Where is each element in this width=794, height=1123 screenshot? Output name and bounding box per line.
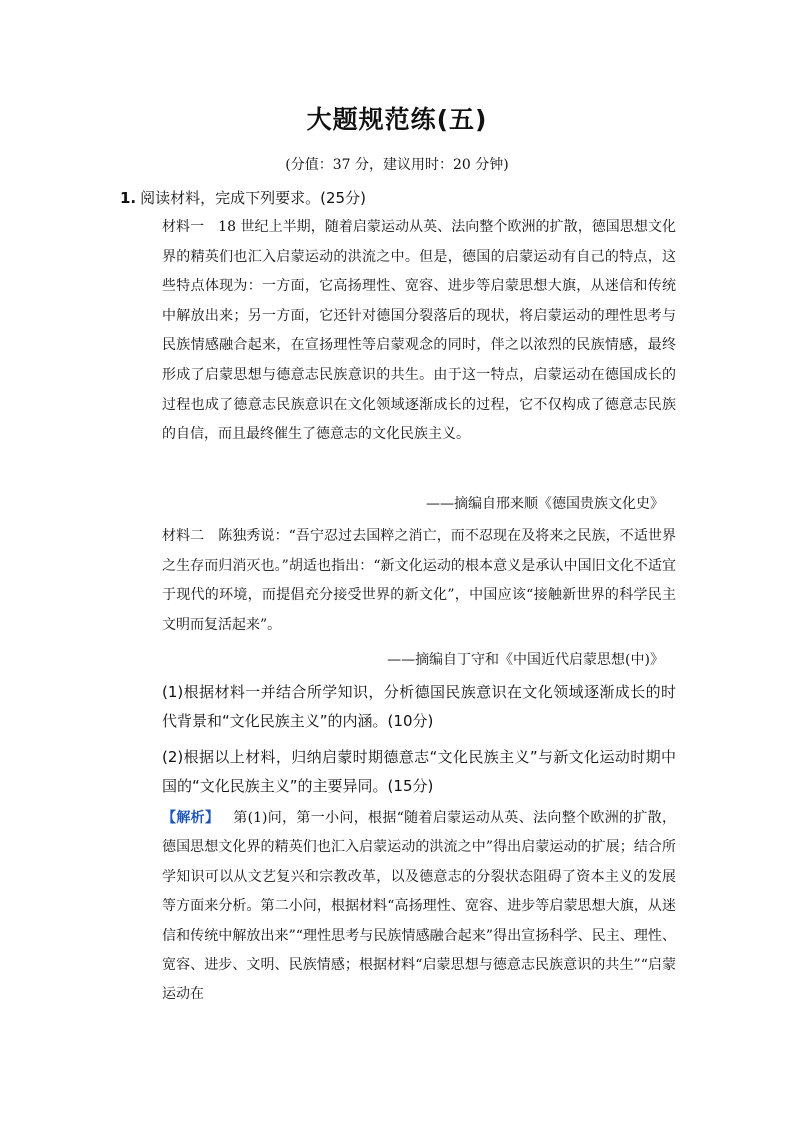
- material-two-source: ——摘编自丁守和《中国近代启蒙思想(中)》: [387, 652, 664, 668]
- page-title: 大题规范练(五): [306, 105, 488, 134]
- material-two: [162, 522, 676, 640]
- question-heading: [120, 184, 366, 212]
- material-one-source: ——摘编自邢来顺《德国贵族文化史》: [426, 496, 664, 512]
- sub-question-1: (1)根据材料一并结合所学知识，分析德国民族意识在文化领域逐渐成长的时代背景和“文化民族主义”的内涵。(10分): [162, 683, 676, 730]
- material-two-text: 陈独秀说：“吾宁忍过去国粹之消亡，而不忍现在及将来之民族，不适世界之生存而归消灭也。”胡适也指出：“新文化运动的根本意义是承认中国旧文化不适宜于现代的环境，而提倡充分接受世界的新文化”，中国应该“接触新世界的科学民主文明而复活起来”。: [162, 528, 677, 633]
- score-time-note: (分值：37 分，建议用时：20 分钟): [285, 157, 509, 173]
- analysis-text: 第(1)问，第一小问，根据“随着启蒙运动从英、法向整个欧洲的扩散，德国思想文化界的精英们也汇入启蒙运动的洪流之中”得出启蒙运动的扩展；结合所学知识可以从文艺复兴和宗教改革，以及德意志的分裂状态阻碍了资本主义的发展等方面来分析。第二小问，根据材料“高扬理性、宽容、进步等启蒙思想大旗，从迷信和传统中解放出来”“理性思考与民族情感融合起来”得出宣扬科学、民主、理性、宽容、进步、文明、民族情感；根据材料“启蒙思想与德意志民族意识的共生”“启蒙运动在: [162, 810, 676, 1003]
- question-prompt: 阅读材料，完成下列要求。(25分): [140, 189, 366, 207]
- material-two-label: 材料二: [162, 528, 205, 544]
- question-number: 1.: [120, 189, 137, 207]
- analysis-tag: 【解析】: [162, 810, 220, 826]
- material-one: [162, 213, 676, 450]
- sub-question-2: (2)根据以上材料，归纳启蒙时期德意志“文化民族主义”与新文化运动时期中国的“文化民族主义”的主要异同。(15分): [162, 748, 676, 795]
- material-one-text: 18 世纪上半期，随着启蒙运动从英、法向整个欧洲的扩散，德国思想文化界的精英们也汇入启蒙运动的洪流之中。但是，德国的启蒙运动有自己的特点，这些特点体现为：一方面，它高扬理性、宽容、进步等启蒙思想大旗，从迷信和传统中解放出来；另一方面，它还针对德国分裂落后的现状，将启蒙运动的理性思考与民族情感融合起来，在宣扬理性等启蒙观念的同时，伴之以浓烈的民族情感，最终形成了启蒙思想与德意志民族意识的共生。由于这一特点，启蒙运动在德国成长的过程也成了德意志民族意识在文化领域逐渐成长的过程，它不仅构成了德意志民族的自信，而且最终催生了德意志的文化民族主义。: [162, 219, 677, 443]
- material-one-label: 材料一: [162, 219, 205, 235]
- analysis-section: [162, 804, 676, 1010]
